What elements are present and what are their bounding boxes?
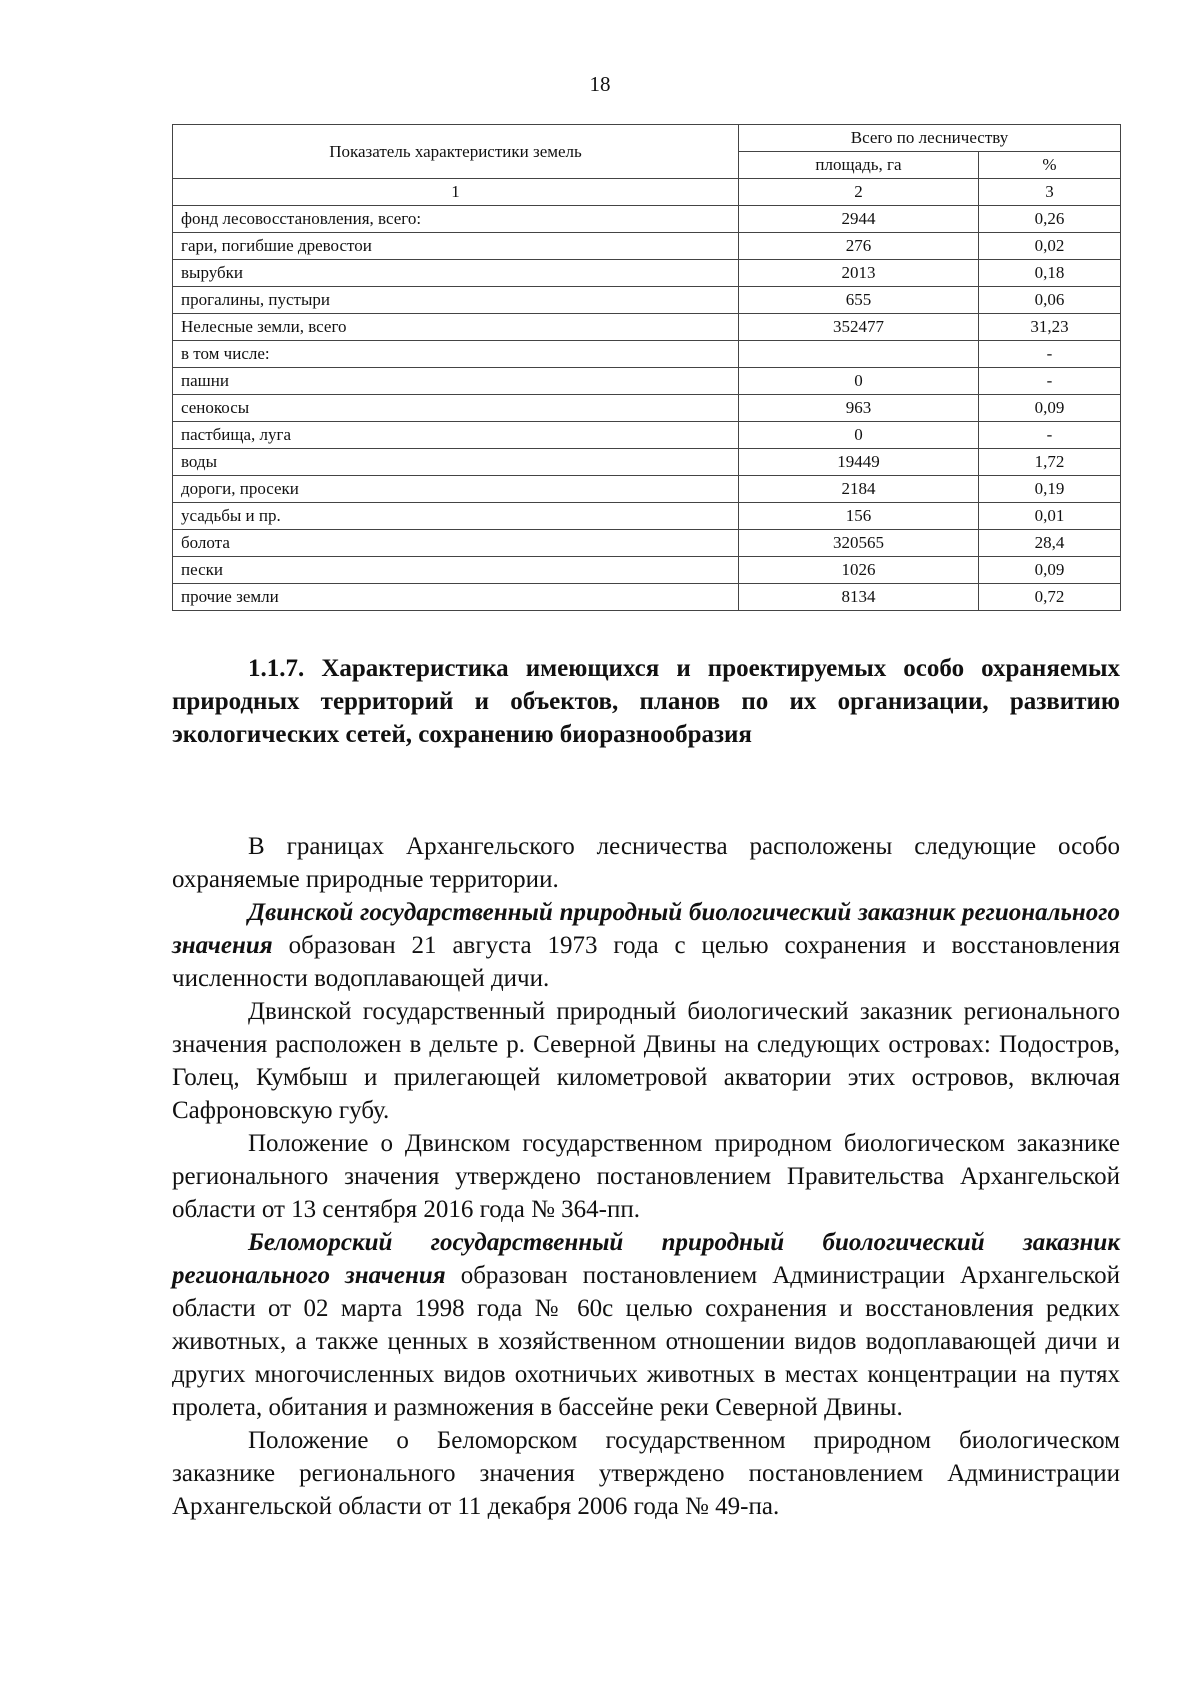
table-row — [173, 287, 1121, 314]
paragraph: Положение о Беломорском государственном природном биологическом заказнике регионального значения утверждено постановлением Администрации Архангельской области от 11 декабря 2006 года № 49-па. — [172, 1427, 1120, 1520]
row-percent-cell: 0,01 — [979, 503, 1121, 530]
row-name-cell: фонд лесовосстановления, всего: — [173, 206, 739, 233]
row-name-cell: пастбища, луга — [173, 422, 739, 449]
index-cell: 1 — [173, 179, 739, 206]
table-row — [173, 341, 1121, 368]
row-name-cell: Нелесные земли, всего — [173, 314, 739, 341]
land-characteristics-table — [172, 124, 1121, 611]
reserve-name-emphasis: Беломорский государственный природный биологический заказник регионального значения — [172, 1229, 1120, 1289]
table-row — [173, 314, 1121, 341]
row-area-cell: 156 — [739, 503, 979, 530]
row-percent-cell: 31,23 — [979, 314, 1121, 341]
row-area-cell: 320565 — [739, 530, 979, 557]
row-name-cell: дороги, просеки — [173, 476, 739, 503]
row-name-cell: вырубки — [173, 260, 739, 287]
header-total: Всего по лесничеству — [739, 125, 1121, 152]
row-area-cell: 8134 — [739, 584, 979, 611]
row-area-cell: 276 — [739, 233, 979, 260]
row-percent-cell: 0,18 — [979, 260, 1121, 287]
row-area-cell: 2184 — [739, 476, 979, 503]
row-name-cell: сенокосы — [173, 395, 739, 422]
paragraph-text: образован 21 августа 1973 года с целью сохранения и восстановления численности водоплавающей дичи. — [172, 932, 1120, 992]
table-row — [173, 368, 1121, 395]
page-number: 18 — [589, 72, 611, 96]
row-name-cell: гари, погибшие древостои — [173, 233, 739, 260]
table-row — [173, 395, 1121, 422]
index-cell: 3 — [979, 179, 1121, 206]
table-row — [173, 557, 1121, 584]
table-row — [173, 233, 1121, 260]
paragraph: В границах Архангельского лесничества расположены следующие особо охраняемые природные территории. — [172, 833, 1120, 893]
row-area-cell: 352477 — [739, 314, 979, 341]
table-row — [173, 503, 1121, 530]
row-area-cell — [739, 341, 979, 368]
table-row — [173, 206, 1121, 233]
row-area-cell: 19449 — [739, 449, 979, 476]
row-area-cell: 963 — [739, 395, 979, 422]
row-area-cell: 655 — [739, 287, 979, 314]
reserve-name-emphasis: Двинской государственный природный биологический заказник регионального значения — [172, 899, 1120, 959]
paragraph — [172, 896, 1120, 995]
table-row — [173, 260, 1121, 287]
header-indicator: Показатель характеристики земель — [173, 125, 739, 179]
row-name-cell: болота — [173, 530, 739, 557]
row-percent-cell: 0,09 — [979, 557, 1121, 584]
paragraph: Двинской государственный природный биологический заказник регионального значения расположен в дельте р. Северной Двины на следующих островах: Подостров, Голец, Кумбыш и прилегающей километровой акватории этих островов, включая Сафроновскую губу. — [172, 998, 1120, 1124]
table-header-row — [173, 125, 1121, 152]
paragraph-text: образован постановлением Администрации Архангельской области от 02 марта 1998 года № 60с целью сохранения и восстановления редких животных, а также ценных в хозяйственном отношении видов водоплавающей дичи и других многочисленных видов охотничьих животных в местах концентрации на путях пролета, обитания и размножения в бассейне реки Северной Двины. — [172, 1262, 1120, 1421]
row-percent-cell: 0,02 — [979, 233, 1121, 260]
row-percent-cell: - — [979, 368, 1121, 395]
row-percent-cell: 0,26 — [979, 206, 1121, 233]
row-percent-cell: 0,19 — [979, 476, 1121, 503]
row-area-cell: 0 — [739, 368, 979, 395]
row-area-cell: 2944 — [739, 206, 979, 233]
row-percent-cell: 0,06 — [979, 287, 1121, 314]
table-row — [173, 449, 1121, 476]
row-percent-cell: 1,72 — [979, 449, 1121, 476]
table-row — [173, 530, 1121, 557]
section-title-text: 1.1.7. Характеристика имеющихся и проектируемых особо охраняемых природных территорий и объектов, планов по их организации, развитию экологических сетей, сохранению биоразнообразия — [172, 655, 1120, 748]
row-name-cell: в том числе: — [173, 341, 739, 368]
row-name-cell: воды — [173, 449, 739, 476]
paragraph — [172, 1226, 1120, 1424]
paragraph: Положение о Двинском государственном природном биологическом заказнике регионального значения утверждено постановлением Правительства Архангельской области от 13 сентября 2016 года № 364-пп. — [172, 1130, 1120, 1223]
row-name-cell: прогалины, пустыри — [173, 287, 739, 314]
row-name-cell: пески — [173, 557, 739, 584]
row-percent-cell: 0,09 — [979, 395, 1121, 422]
row-percent-cell: 28,4 — [979, 530, 1121, 557]
row-percent-cell: 0,72 — [979, 584, 1121, 611]
row-percent-cell: - — [979, 422, 1121, 449]
row-area-cell: 2013 — [739, 260, 979, 287]
row-name-cell: усадьбы и пр. — [173, 503, 739, 530]
row-area-cell: 1026 — [739, 557, 979, 584]
table-index-row — [173, 179, 1121, 206]
section-title — [172, 652, 1120, 751]
body-text — [172, 830, 1120, 1523]
table-row — [173, 422, 1121, 449]
header-area: площадь, га — [739, 152, 979, 179]
row-name-cell: пашни — [173, 368, 739, 395]
row-name-cell: прочие земли — [173, 584, 739, 611]
header-percent: % — [979, 152, 1121, 179]
table-row — [173, 476, 1121, 503]
index-cell: 2 — [739, 179, 979, 206]
row-percent-cell: - — [979, 341, 1121, 368]
row-area-cell: 0 — [739, 422, 979, 449]
table-row — [173, 584, 1121, 611]
